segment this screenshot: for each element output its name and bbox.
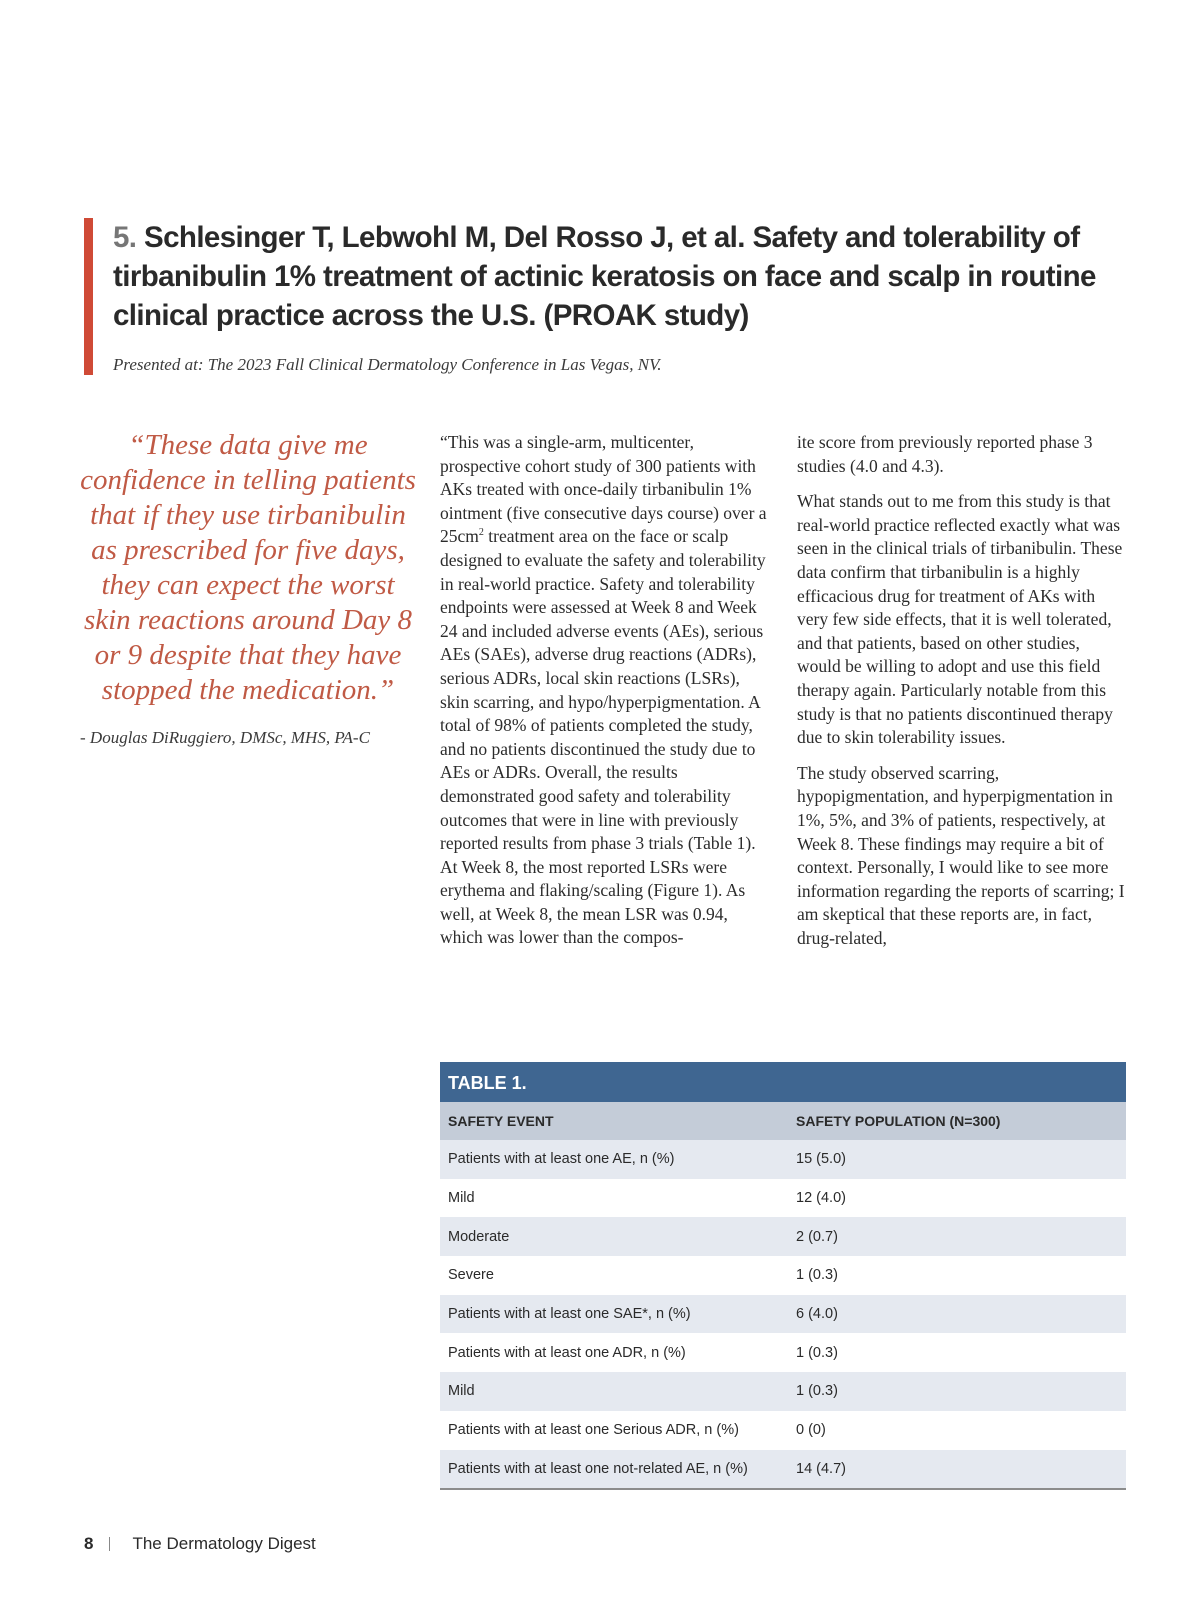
table-cell-event: Patients with at least one not-related AE, n (%): [448, 1460, 748, 1477]
table-cell-value: 1 (0.3): [796, 1383, 838, 1400]
table-cell-value: 6 (4.0): [796, 1306, 838, 1323]
table-cell-event: Mild: [448, 1190, 475, 1207]
table-cell-event: Patients with at least one Serious ADR, n (%): [448, 1422, 739, 1439]
pull-quote-text: “These data give me confidence in telling patients that if they use tirbanibulin as prescribed for five days, they can expect the worst skin reactions around Day 8 or 9 despite that they have stopped the medication.”: [80, 429, 416, 706]
table-header-safety-population: SAFETY POPULATION (N=300): [796, 1113, 1001, 1129]
table-row: [440, 1372, 1126, 1411]
footer-divider: [109, 1537, 110, 1551]
table-cell-event: Patients with at least one ADR, n (%): [448, 1344, 686, 1361]
table-row: [440, 1295, 1126, 1334]
table-cell-value: 1 (0.3): [796, 1344, 838, 1361]
table-cell-event: Mild: [448, 1383, 475, 1400]
article-title-text: Schlesinger T, Lebwohl M, Del Rosso J, et al. Safety and tolerability of tirbanibulin 1% treatment of actinic keratosis on face and scalp in routine clinical practice across the U.S. (PROAK study): [113, 221, 1096, 332]
table-row: [440, 1411, 1126, 1450]
body-paragraph: The study observed scarring, hypopigmentation, and hyperpigmentation in 1%, 5%, and 3% of patients, respectively, at Week 8. These findings may require a bit of context. Personally, I would like to see more information regarding the reports of scarring; I am skeptical that these reports are, in fact, drug-related,: [797, 762, 1125, 948]
table-bottom-rule: [440, 1488, 1126, 1490]
table-cell-event: Moderate: [448, 1228, 510, 1245]
body-paragraph: What stands out to me from this study is that real-world practice reflected exactly what was seen in the clinical trials of tirbanibulin. These data confirm that tirbanibulin is a highly efficacious drug for treatment of AKs with very few side effects, that it is well tolerated, and that patients, based on other studies, would be willing to adopt and use this field therapy again. Particularly notable from this study is that no patients discontinued therapy due to skin tolerability issues.: [797, 491, 1123, 748]
table-cell-value: 14 (4.7): [796, 1460, 846, 1477]
table-cell-event: Patients with at least one AE, n (%): [448, 1151, 675, 1168]
pull-quote: [80, 428, 416, 748]
article-heading-block: [84, 218, 1133, 375]
publication-name: The Dermatology Digest: [132, 1534, 316, 1553]
table-header-row: [440, 1102, 1126, 1140]
table-cell-value: 2 (0.7): [796, 1228, 838, 1245]
table-title: TABLE 1.: [440, 1062, 1126, 1102]
table-cell-value: 0 (0): [796, 1422, 826, 1439]
body-paragraph: ite score from previously reported phase 3 studies (4.0 and 4.3).: [797, 432, 1093, 476]
pull-quote-attribution: - Douglas DiRuggiero, DMSc, MHS, PA-C: [80, 728, 370, 747]
table-cell-value: 15 (5.0): [796, 1151, 846, 1168]
table-row: [440, 1140, 1126, 1179]
table-row: [440, 1179, 1126, 1218]
article-number: 5.: [113, 221, 137, 254]
table-cell-event: Severe: [448, 1267, 494, 1284]
table-cell-value: 12 (4.0): [796, 1190, 846, 1207]
table-row: [440, 1217, 1126, 1256]
body-column-1: [440, 431, 770, 962]
table-row: [440, 1450, 1126, 1489]
article-title: [113, 218, 1133, 335]
table-row: [440, 1256, 1126, 1295]
safety-table: [440, 1062, 1126, 1490]
page-number: 8: [84, 1534, 94, 1553]
page-footer: [84, 1534, 316, 1554]
table-cell-value: 1 (0.3): [796, 1267, 838, 1284]
table-row: [440, 1333, 1126, 1372]
body-paragraph: “This was a single-arm, multicenter, prospective cohort study of 300 patients with AKs treated with once-daily tirbanibulin 1% ointment (five consecutive days course) over a $25cm^2$ treatment area on the face or scalp designed to evaluate the safety and tolerability in real-world practice. Safety and tolerability endpoints were assessed at Week 8 and Week 24 and included adverse events (AEs), serious AEs (SAEs), adverse drug reactions (ADRs), serious ADRs, local skin reactions (LSRs), skin scarring, and hypo/hyperpigmentation. A total of 98% of patients completed the study, and no patients discontinued the study due to AEs or ADRs. Overall, the results demonstrated good safety and tolerability outcomes that were in line with previously reported results from phase 3 trials (Table 1). At Week 8, the most reported LSRs were erythema and flaking/scaling (Figure 1). As well, at Week 8, the mean LSR was 0.94, which was lower than the compos-: [440, 432, 767, 948]
presented-at: Presented at: The 2023 Fall Clinical Dermatology Conference in Las Vegas, NV.: [113, 355, 662, 374]
body-column-2: [797, 431, 1127, 962]
table-cell-event: Patients with at least one SAE*, n (%): [448, 1306, 691, 1323]
table-header-safety-event: SAFETY EVENT: [448, 1113, 554, 1129]
